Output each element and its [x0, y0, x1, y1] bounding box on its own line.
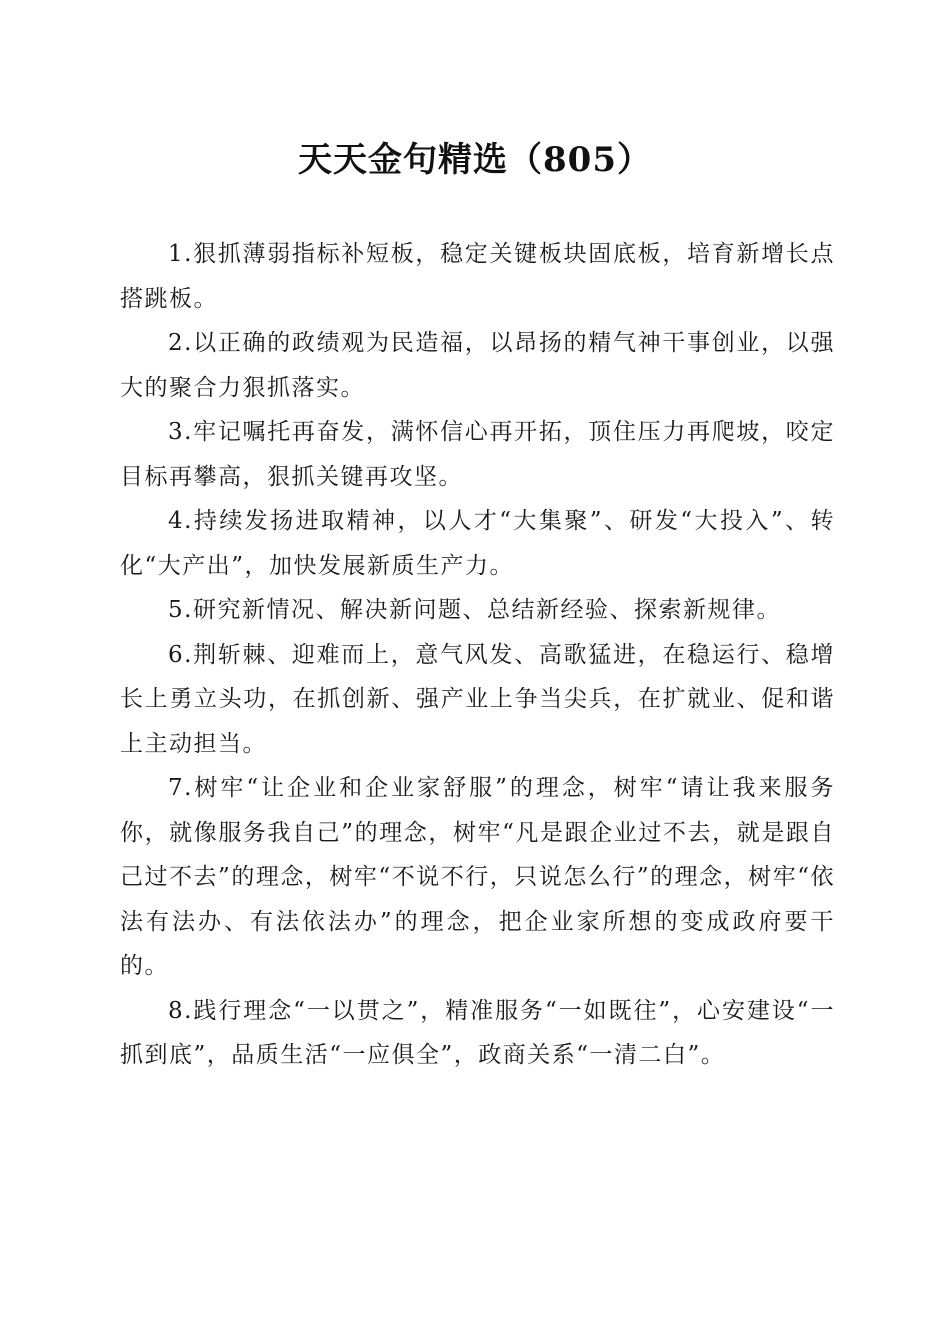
document-body — [120, 232, 835, 1078]
paragraph-3: 3.牢记嘱托再奋发，满怀信心再开拓，顶住压力再爬坡，咬定目标再攀高，狠抓关键再攻坚。 — [120, 419, 835, 490]
paragraph-2: 2.以正确的政绩观为民造福，以昂扬的精气神干事创业，以强大的聚合力狠抓落实。 — [120, 330, 835, 401]
paragraph-8: 8.践行理念“一以贯之”，精准服务“一如既往”，心安建设“一抓到底”，品质生活“一应俱全”，政商关系“一清二白”。 — [120, 997, 835, 1068]
paragraph-4: 4.持续发扬进取精神，以人才“大集聚”、研发“大投入”、转化“大产出”，加快发展新质生产力。 — [120, 508, 835, 579]
paragraph-6: 6.荆斩棘、迎难而上，意气风发、高歌猛进，在稳运行、稳增长上勇立头功，在抓创新、强产业上争当尖兵，在扩就业、促和谐上主动担当。 — [120, 641, 835, 757]
paragraph-1: 1.狠抓薄弱指标补短板，稳定关键板块固底板，培育新增长点搭跳板。 — [120, 241, 835, 312]
paragraph-5: 5.研究新情况、解决新问题、总结新经验、探索新规律。 — [168, 597, 781, 623]
paragraph-7: 7.树牢“让企业和企业家舒服”的理念，树牢“请让我来服务你，就像服务我自己”的理念，树牢“凡是跟企业过不去，就是跟自己过不去”的理念，树牢“不说不行，只说怎么行”的理念，树牢“依法有法办、有法依法办”的理念，把企业家所想的变成政府要干的。 — [120, 775, 835, 979]
document-title: 天天金句精选（805） — [298, 140, 652, 180]
